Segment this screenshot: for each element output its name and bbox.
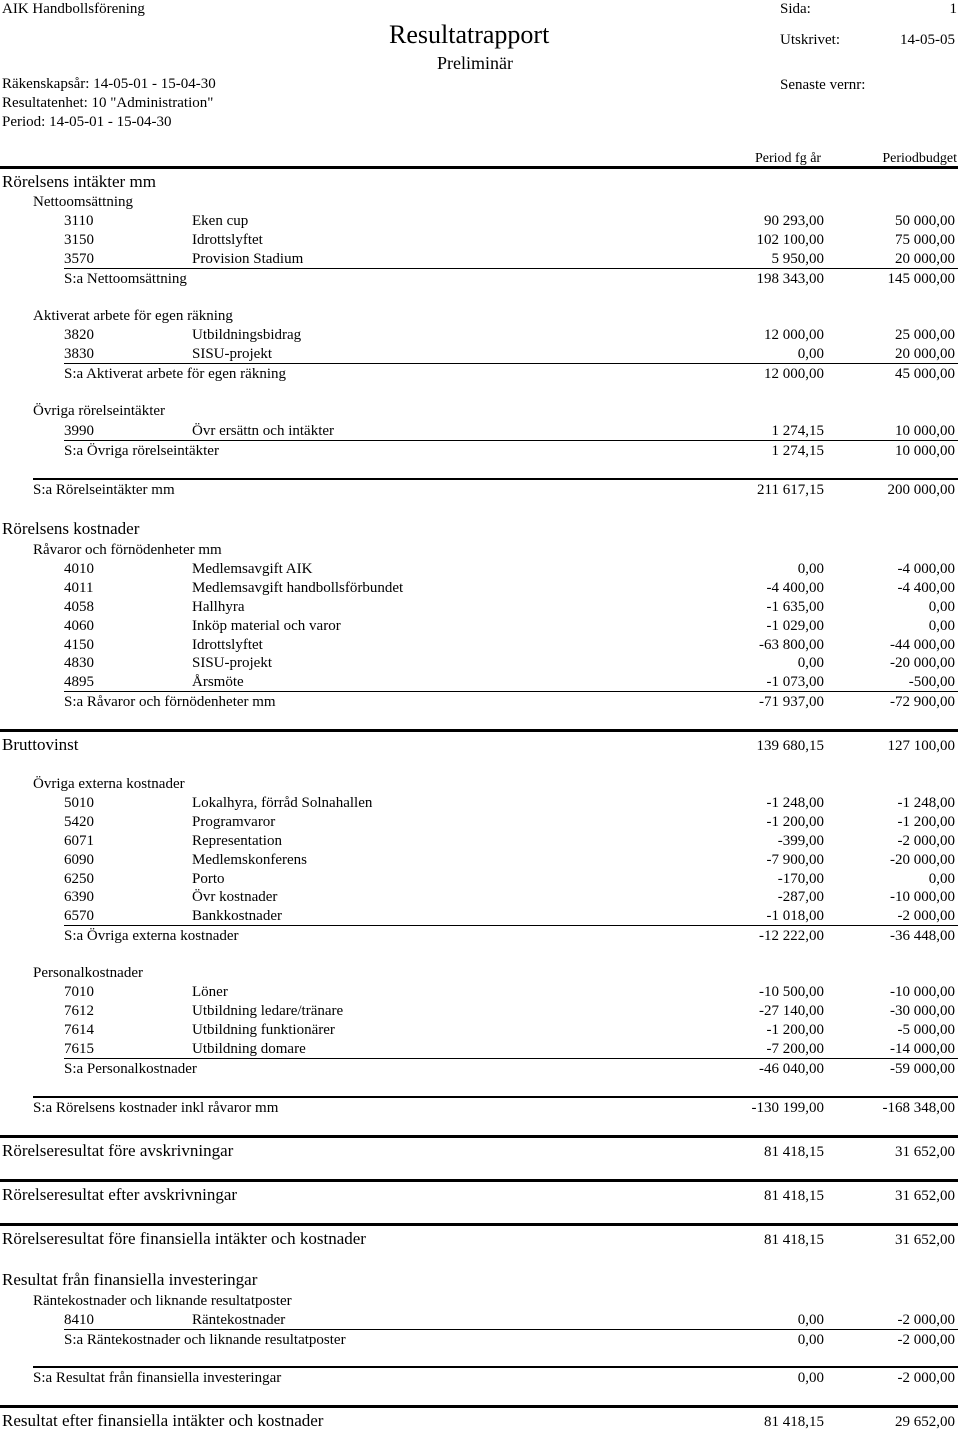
total-rule — [33, 478, 958, 480]
subtotal-label: S:a Övriga externa kostnader — [64, 928, 239, 944]
amount-prev: 0,00 — [797, 1312, 824, 1328]
account-number: 6071 — [64, 833, 94, 849]
amount-budget: -4 400,00 — [897, 580, 955, 596]
account-number: 8410 — [64, 1312, 94, 1328]
amount-budget: -1 200,00 — [897, 814, 955, 830]
total-label: S:a Rörelseintäkter mm — [33, 482, 175, 498]
subtotal-rule — [64, 925, 958, 926]
account-name: Porto — [192, 871, 225, 887]
amount-prev: -1 200,00 — [766, 814, 824, 830]
section-title: Rörelsens kostnader — [2, 519, 140, 538]
account-name: Lokalhyra, förråd Solnahallen — [192, 795, 373, 811]
organization-name: AIK Handbollsförening — [2, 1, 145, 17]
amount-prev: -170,00 — [777, 871, 824, 887]
account-name: Representation — [192, 833, 282, 849]
amount-budget: -20 000,00 — [890, 655, 955, 671]
total-label: S:a Rörelsens kostnader inkl råvaror mm — [33, 1100, 279, 1116]
account-number: 4010 — [64, 561, 94, 577]
account-name: Medlemsavgift AIK — [192, 561, 313, 577]
amount-budget: 200 000,00 — [887, 482, 955, 498]
amount-prev: 90 293,00 — [764, 213, 824, 229]
account-name: Utbildning ledare/tränare — [192, 1003, 344, 1019]
amount-prev: 0,00 — [797, 561, 824, 577]
account-name: Utbildning funktionärer — [192, 1022, 335, 1038]
amount-prev: -10 500,00 — [759, 984, 824, 1000]
account-name: Löner — [192, 984, 228, 1000]
account-name: Medlemsavgift handbollsförbundet — [192, 580, 404, 596]
result-label: Rörelseresultat före finansiella intäkter och kostnader — [2, 1229, 366, 1248]
result-label: Bruttovinst — [2, 735, 79, 754]
account-number: 4060 — [64, 618, 94, 634]
report-subtitle: Preliminär — [437, 53, 513, 73]
group-title: Räntekostnader och liknande resultatposter — [33, 1293, 292, 1309]
amount-prev: 0,00 — [797, 655, 824, 671]
account-number: 7615 — [64, 1041, 94, 1057]
amount-budget: -1 248,00 — [897, 795, 955, 811]
account-number: 6390 — [64, 889, 94, 905]
amount-budget: 20 000,00 — [895, 346, 955, 362]
amount-budget: -2 000,00 — [897, 1312, 955, 1328]
result-rule — [0, 1135, 958, 1138]
amount-budget: -2 000,00 — [897, 1332, 955, 1348]
amount-budget: 31 652,00 — [895, 1144, 955, 1160]
printed-date: 14-05-05 — [900, 32, 955, 48]
amount-prev: 198 343,00 — [756, 271, 824, 287]
amount-budget: -2 000,00 — [897, 833, 955, 849]
final-result-label: Resultat efter finansiella intäkter och kostnader — [2, 1411, 324, 1430]
group-title: Övriga rörelseintäkter — [33, 403, 166, 419]
amount-budget: 127 100,00 — [887, 738, 955, 754]
result-rule — [0, 1223, 958, 1226]
column-header-budget: Periodbudget — [882, 151, 957, 166]
amount-prev: 81 418,15 — [764, 1144, 824, 1160]
amount-prev: -1 029,00 — [766, 618, 824, 634]
amount-budget: -44 000,00 — [890, 637, 955, 653]
subtotal-label: S:a Räntekostnader och liknande resultatposter — [64, 1332, 346, 1348]
subtotal-label: S:a Övriga rörelseintäkter — [64, 443, 219, 459]
account-name: Räntekostnader — [192, 1312, 286, 1328]
amount-prev: -1 073,00 — [766, 674, 824, 690]
amount-budget: -500,00 — [908, 674, 955, 690]
amount-budget: -20 000,00 — [890, 852, 955, 868]
group-title: Övriga externa kostnader — [33, 776, 185, 792]
amount-prev: 1 274,15 — [771, 443, 824, 459]
result-rule — [0, 1405, 958, 1408]
amount-prev: 211 617,15 — [757, 482, 824, 498]
group-title: Nettoomsättning — [33, 194, 133, 210]
amount-budget: -10 000,00 — [890, 889, 955, 905]
account-number: 7614 — [64, 1022, 94, 1038]
amount-prev: -1 200,00 — [766, 1022, 824, 1038]
account-number: 4011 — [64, 580, 94, 596]
amount-prev: -1 018,00 — [766, 908, 824, 924]
printed-label: Utskrivet: — [780, 32, 840, 48]
amount-prev: -399,00 — [777, 833, 824, 849]
result-rule — [0, 1179, 958, 1182]
subtotal-rule — [64, 1058, 958, 1059]
account-name: Hallhyra — [192, 599, 245, 615]
section-title: Rörelsens intäkter mm — [2, 172, 156, 191]
account-name: Utbildningsbidrag — [192, 327, 302, 343]
amount-budget: -10 000,00 — [890, 984, 955, 1000]
section-title: Resultat från finansiella investeringar — [2, 1270, 258, 1289]
account-name: Eken cup — [192, 213, 249, 229]
fiscal-year: Räkenskapsår: 14-05-01 - 15-04-30 — [2, 76, 216, 92]
subtotal-label: S:a Aktiverat arbete för egen räkning — [64, 366, 286, 382]
amount-prev: -71 937,00 — [759, 694, 824, 710]
amount-prev: -7 900,00 — [766, 852, 824, 868]
account-name: Årsmöte — [192, 674, 244, 690]
amount-budget: 20 000,00 — [895, 251, 955, 267]
result-label: Rörelseresultat efter avskrivningar — [2, 1185, 238, 1204]
group-title: Personalkostnader — [33, 965, 143, 981]
amount-budget: 0,00 — [928, 871, 955, 887]
amount-prev: -130 199,00 — [751, 1100, 824, 1116]
account-name: Övr kostnader — [192, 889, 278, 905]
amount-prev: -1 248,00 — [766, 795, 824, 811]
account-name: Bankkostnader — [192, 908, 282, 924]
period: Period: 14-05-01 - 15-04-30 — [2, 114, 172, 130]
amount-budget: 25 000,00 — [895, 327, 955, 343]
page-number: 1 — [949, 1, 957, 17]
amount-budget: -36 448,00 — [890, 928, 955, 944]
amount-budget: 45 000,00 — [895, 366, 955, 382]
amount-budget: -168 348,00 — [882, 1100, 955, 1116]
account-number: 7010 — [64, 984, 94, 1000]
subtotal-rule — [64, 268, 958, 269]
amount-prev: 81 418,15 — [764, 1188, 824, 1204]
amount-budget: 0,00 — [928, 618, 955, 634]
amount-budget: -72 900,00 — [890, 694, 955, 710]
amount-prev: 0,00 — [797, 346, 824, 362]
amount-prev: -7 200,00 — [766, 1041, 824, 1057]
amount-prev: 81 418,15 — [764, 1414, 824, 1430]
amount-prev: 5 950,00 — [771, 251, 824, 267]
page-label: Sida: — [780, 1, 811, 17]
column-header-prev: Period fg år — [755, 151, 822, 166]
amount-prev: 139 680,15 — [756, 738, 824, 754]
amount-budget: 10 000,00 — [895, 423, 955, 439]
account-name: Programvaror — [192, 814, 276, 830]
account-number: 4150 — [64, 637, 94, 653]
amount-budget: 75 000,00 — [895, 232, 955, 248]
amount-prev: -287,00 — [777, 889, 824, 905]
total-label: S:a Resultat från finansiella investeringar — [33, 1370, 282, 1386]
amount-budget: 10 000,00 — [895, 443, 955, 459]
amount-prev: -1 635,00 — [766, 599, 824, 615]
account-number: 6570 — [64, 908, 94, 924]
subtotal-label: S:a Råvaror och förnödenheter mm — [64, 694, 276, 710]
account-name: Idrottslyftet — [192, 637, 263, 653]
subtotal-label: S:a Nettoomsättning — [64, 271, 187, 287]
result-unit: Resultatenhet: 10 "Administration" — [2, 95, 214, 111]
account-number: 4058 — [64, 599, 94, 615]
amount-prev: -46 040,00 — [759, 1061, 824, 1077]
report-title: Resultatrapport — [389, 20, 550, 49]
account-number: 5010 — [64, 795, 94, 811]
amount-prev: -12 222,00 — [759, 928, 824, 944]
subtotal-rule — [64, 440, 958, 441]
account-name: Medlemskonferens — [192, 852, 307, 868]
amount-budget: -30 000,00 — [890, 1003, 955, 1019]
account-name: Idrottslyftet — [192, 232, 263, 248]
subtotal-rule — [64, 363, 958, 364]
amount-budget: 31 652,00 — [895, 1232, 955, 1248]
amount-prev: -63 800,00 — [759, 637, 824, 653]
amount-prev: -4 400,00 — [766, 580, 824, 596]
account-number: 3820 — [64, 327, 94, 343]
amount-budget: 50 000,00 — [895, 213, 955, 229]
account-number: 4830 — [64, 655, 94, 671]
amount-budget: -4 000,00 — [897, 561, 955, 577]
account-number: 3990 — [64, 423, 94, 439]
amount-prev: 12 000,00 — [764, 366, 824, 382]
header-rule — [0, 166, 958, 169]
account-name: SISU-projekt — [192, 346, 272, 362]
amount-prev: 0,00 — [797, 1370, 824, 1386]
group-title: Råvaror och förnödenheter mm — [33, 542, 222, 558]
amount-budget: -14 000,00 — [890, 1041, 955, 1057]
account-number: 3830 — [64, 346, 94, 362]
account-name: Övr ersättn och intäkter — [192, 423, 335, 439]
account-number: 3150 — [64, 232, 94, 248]
amount-prev: 12 000,00 — [764, 327, 824, 343]
amount-budget: -2 000,00 — [897, 908, 955, 924]
amount-prev: 0,00 — [797, 1332, 824, 1348]
account-number: 4895 — [64, 674, 94, 690]
account-number: 6090 — [64, 852, 94, 868]
subtotal-rule — [64, 691, 958, 692]
amount-prev: 102 100,00 — [756, 232, 824, 248]
amount-budget: 31 652,00 — [895, 1188, 955, 1204]
result-rule — [0, 729, 958, 732]
account-name: SISU-projekt — [192, 655, 272, 671]
amount-budget: 0,00 — [928, 599, 955, 615]
account-number: 6250 — [64, 871, 94, 887]
account-name: Utbildning domare — [192, 1041, 306, 1057]
result-label: Rörelseresultat före avskrivningar — [2, 1141, 234, 1160]
subtotal-rule — [64, 1329, 958, 1330]
amount-budget: -59 000,00 — [890, 1061, 955, 1077]
amount-prev: 81 418,15 — [764, 1232, 824, 1248]
account-number: 7612 — [64, 1003, 94, 1019]
account-number: 3570 — [64, 251, 94, 267]
account-name: Provision Stadium — [192, 251, 304, 267]
account-number: 3110 — [64, 213, 94, 229]
amount-budget: 145 000,00 — [887, 271, 955, 287]
amount-budget: -2 000,00 — [897, 1370, 955, 1386]
account-name: Inköp material och varor — [192, 618, 341, 634]
total-rule — [33, 1366, 958, 1368]
amount-budget: -5 000,00 — [897, 1022, 955, 1038]
latest-voucher-label: Senaste vernr: — [780, 77, 866, 93]
account-number: 5420 — [64, 814, 94, 830]
subtotal-label: S:a Personalkostnader — [64, 1061, 197, 1077]
amount-budget: 29 652,00 — [895, 1414, 955, 1430]
group-title: Aktiverat arbete för egen räkning — [33, 308, 233, 324]
amount-prev: -27 140,00 — [759, 1003, 824, 1019]
amount-prev: 1 274,15 — [771, 423, 824, 439]
total-rule — [33, 1096, 958, 1098]
